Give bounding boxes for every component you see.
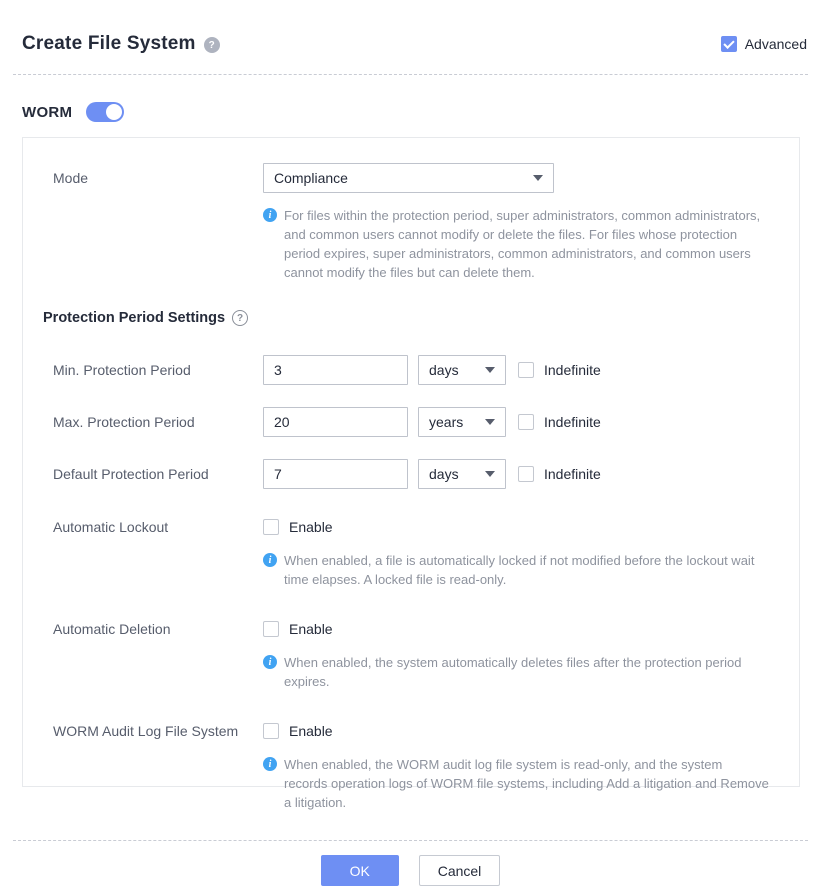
ok-button[interactable]: OK xyxy=(321,855,399,886)
automatic-deletion-row xyxy=(53,621,769,637)
mode-label: Mode xyxy=(53,170,89,186)
min-protection-unit-select[interactable] xyxy=(418,355,506,385)
automatic-deletion-info xyxy=(263,653,769,691)
indefinite-label: Indefinite xyxy=(544,466,601,482)
mode-select[interactable] xyxy=(263,163,554,193)
max-indefinite-checkbox[interactable] xyxy=(518,414,534,430)
max-protection-period-label: Max. Protection Period xyxy=(53,414,195,430)
min-protection-period-label: Min. Protection Period xyxy=(53,362,191,378)
automatic-lockout-row xyxy=(53,519,769,535)
mode-info-text: For files within the protection period, super administrators, common administrators, and common users cannot modify or delete the files. For files whose protection period expires, super administrators, common administrators, and common users cannot modify the files but can delete them. xyxy=(284,208,761,280)
info-icon: i xyxy=(263,208,277,222)
default-indefinite-checkbox[interactable] xyxy=(518,466,534,482)
chevron-down-icon xyxy=(485,419,495,425)
advanced-toggle-group xyxy=(721,36,807,52)
section-help-icon[interactable]: ? xyxy=(232,310,248,326)
worm-row xyxy=(0,75,821,123)
unit-select-value: days xyxy=(429,466,459,482)
page-title: Create File System xyxy=(22,33,196,54)
advanced-label: Advanced xyxy=(744,36,807,52)
worm-audit-log-info xyxy=(263,755,769,812)
chevron-down-icon xyxy=(485,471,495,477)
unit-select-value: days xyxy=(429,362,459,378)
unit-select-value: years xyxy=(429,414,464,430)
worm-audit-log-checkbox[interactable] xyxy=(263,723,279,739)
enable-label: Enable xyxy=(289,723,333,739)
enable-label: Enable xyxy=(289,519,333,535)
automatic-lockout-label: Automatic Lockout xyxy=(53,519,169,535)
info-icon: i xyxy=(263,757,277,771)
automatic-lockout-checkbox[interactable] xyxy=(263,519,279,535)
enable-label: Enable xyxy=(289,621,333,637)
min-protection-period-input[interactable] xyxy=(263,355,408,385)
chevron-down-icon xyxy=(533,175,543,181)
automatic-lockout-info-text: When enabled, a file is automatically locked if not modified before the lockout wait time elapses. A locked file is read-only. xyxy=(284,553,755,587)
mode-info xyxy=(263,206,769,282)
max-protection-unit-select[interactable] xyxy=(418,407,506,437)
worm-audit-log-info-text: When enabled, the WORM audit log file system is read-only, and the system records operation logs of WORM file systems, including Add a litigation and Remove a litigation. xyxy=(284,757,769,810)
worm-settings-panel xyxy=(22,137,800,810)
default-protection-period-row xyxy=(53,459,769,489)
worm-toggle[interactable] xyxy=(86,102,124,122)
indefinite-label: Indefinite xyxy=(544,362,601,378)
automatic-deletion-checkbox[interactable] xyxy=(263,621,279,637)
footer-buttons xyxy=(0,855,821,886)
max-protection-period-row xyxy=(53,407,769,437)
advanced-checkbox[interactable] xyxy=(721,36,737,52)
default-protection-period-label: Default Protection Period xyxy=(53,466,209,482)
default-protection-period-input[interactable] xyxy=(263,459,408,489)
automatic-lockout-info xyxy=(263,551,769,589)
toggle-knob xyxy=(106,104,122,120)
title-help-icon[interactable]: ? xyxy=(204,37,220,53)
protection-period-settings-heading xyxy=(43,310,769,326)
mode-row xyxy=(53,163,769,193)
max-protection-period-input[interactable] xyxy=(263,407,408,437)
indefinite-label: Indefinite xyxy=(544,414,601,430)
min-indefinite-checkbox[interactable] xyxy=(518,362,534,378)
automatic-deletion-info-text: When enabled, the system automatically deletes files after the protection period expires. xyxy=(284,655,742,689)
footer-divider xyxy=(13,840,808,841)
worm-audit-log-row xyxy=(53,723,769,739)
dialog-header xyxy=(0,0,821,58)
cancel-button[interactable]: Cancel xyxy=(419,855,501,886)
default-protection-unit-select[interactable] xyxy=(418,459,506,489)
worm-label: WORM xyxy=(22,103,73,121)
min-protection-period-row xyxy=(53,355,769,385)
automatic-deletion-label: Automatic Deletion xyxy=(53,621,171,637)
worm-audit-log-label: WORM Audit Log File System xyxy=(53,723,239,739)
section-title: Protection Period Settings xyxy=(43,310,226,326)
mode-select-value: Compliance xyxy=(274,170,348,186)
info-icon: i xyxy=(263,655,277,669)
info-icon: i xyxy=(263,553,277,567)
chevron-down-icon xyxy=(485,367,495,373)
